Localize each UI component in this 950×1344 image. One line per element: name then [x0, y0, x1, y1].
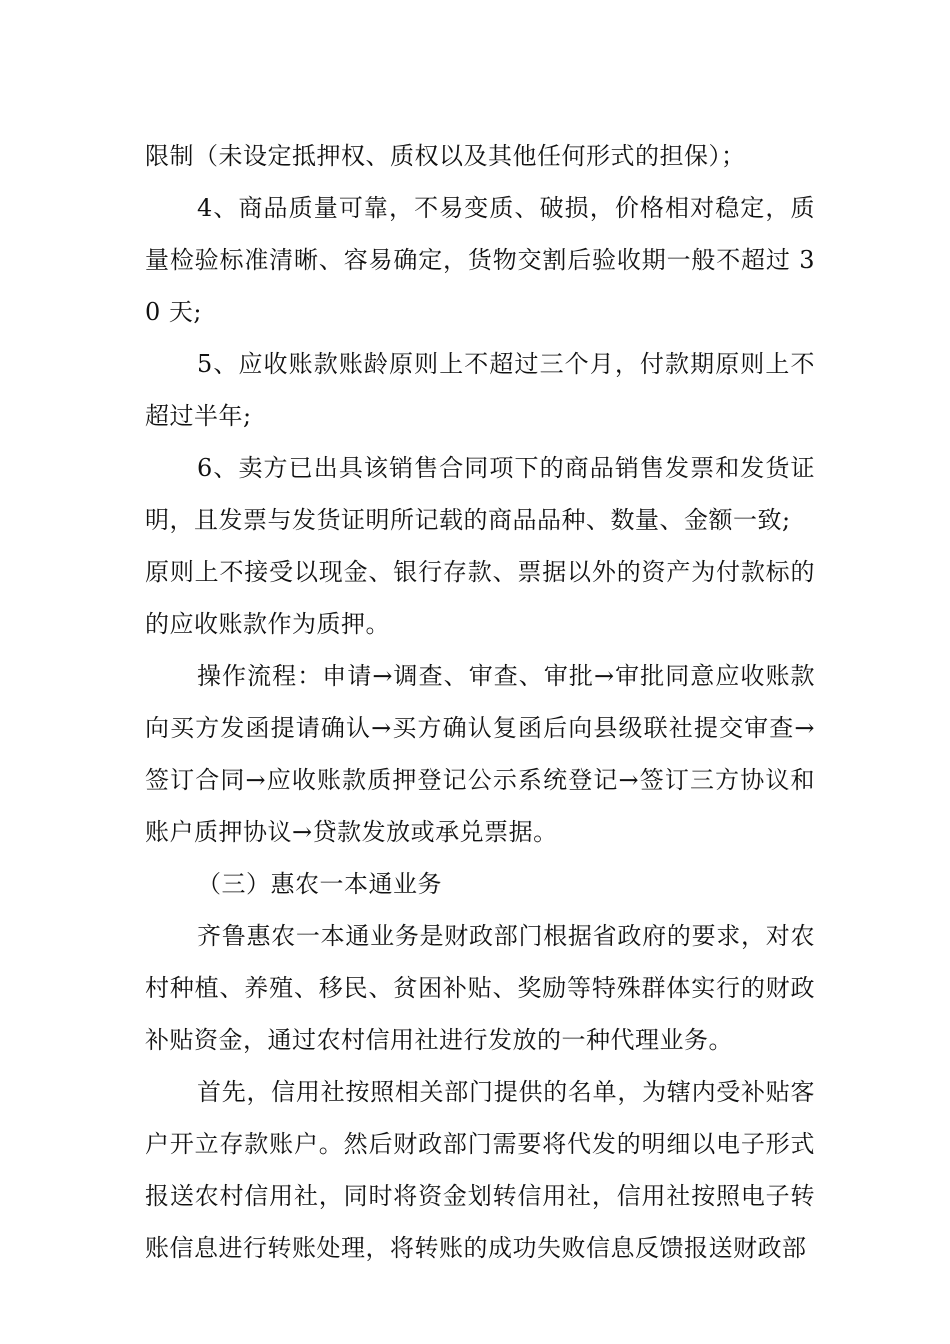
- paragraph-item-5: 5、应收账款账龄原则上不超过三个月，付款期原则上不超过半年;: [145, 350, 815, 430]
- paragraph-item-6-continued: 原则上不接受以现金、银行存款、票据以外的资产为付款标的的应收账款作为质押。: [145, 558, 815, 638]
- paragraph-continued: 限制（未设定抵押权、质权以及其他任何形式的担保）；: [145, 142, 746, 170]
- paragraph-huinong-first: 首先，信用社按照相关部门提供的名单，为辖内受补贴客户开立存款账户。然后财政部门需要将代发的明细以电子形式报送农村信用社，同时将资金划转信用社，信用社按照电子转账信息进行转账处理，将转账的成功失败信息反馈报送财政部: [145, 1078, 815, 1262]
- section-heading: （三）惠农一本通业务: [197, 870, 442, 898]
- paragraph-item-4: 4、商品质量可靠，不易变质、破损，价格相对稳定，质量检验标准清晰、容易确定，货物交割后验收期一般不超过 30 天;: [145, 194, 815, 326]
- paragraph-item-6: 6、卖方已出具该销售合同项下的商品销售发票和发货证明，且发票与发货证明所记载的商品品种、数量、金额一致;: [145, 454, 815, 534]
- paragraph-operation-process: 操作流程：申请→调查、审查、审批→审批同意应收账款向买方发函提请确认→买方确认复函后向县级联社提交审查→签订合同→应收账款质押登记公示系统登记→签订三方协议和账户质押协议→贷款发放或承兑票据。: [145, 662, 815, 846]
- paragraph-huinong-intro: 齐鲁惠农一本通业务是财政部门根据省政府的要求，对农村种植、养殖、移民、贫困补贴、奖励等特殊群体实行的财政补贴资金，通过农村信用社进行发放的一种代理业务。: [145, 922, 815, 1054]
- document-body: [145, 130, 815, 1274]
